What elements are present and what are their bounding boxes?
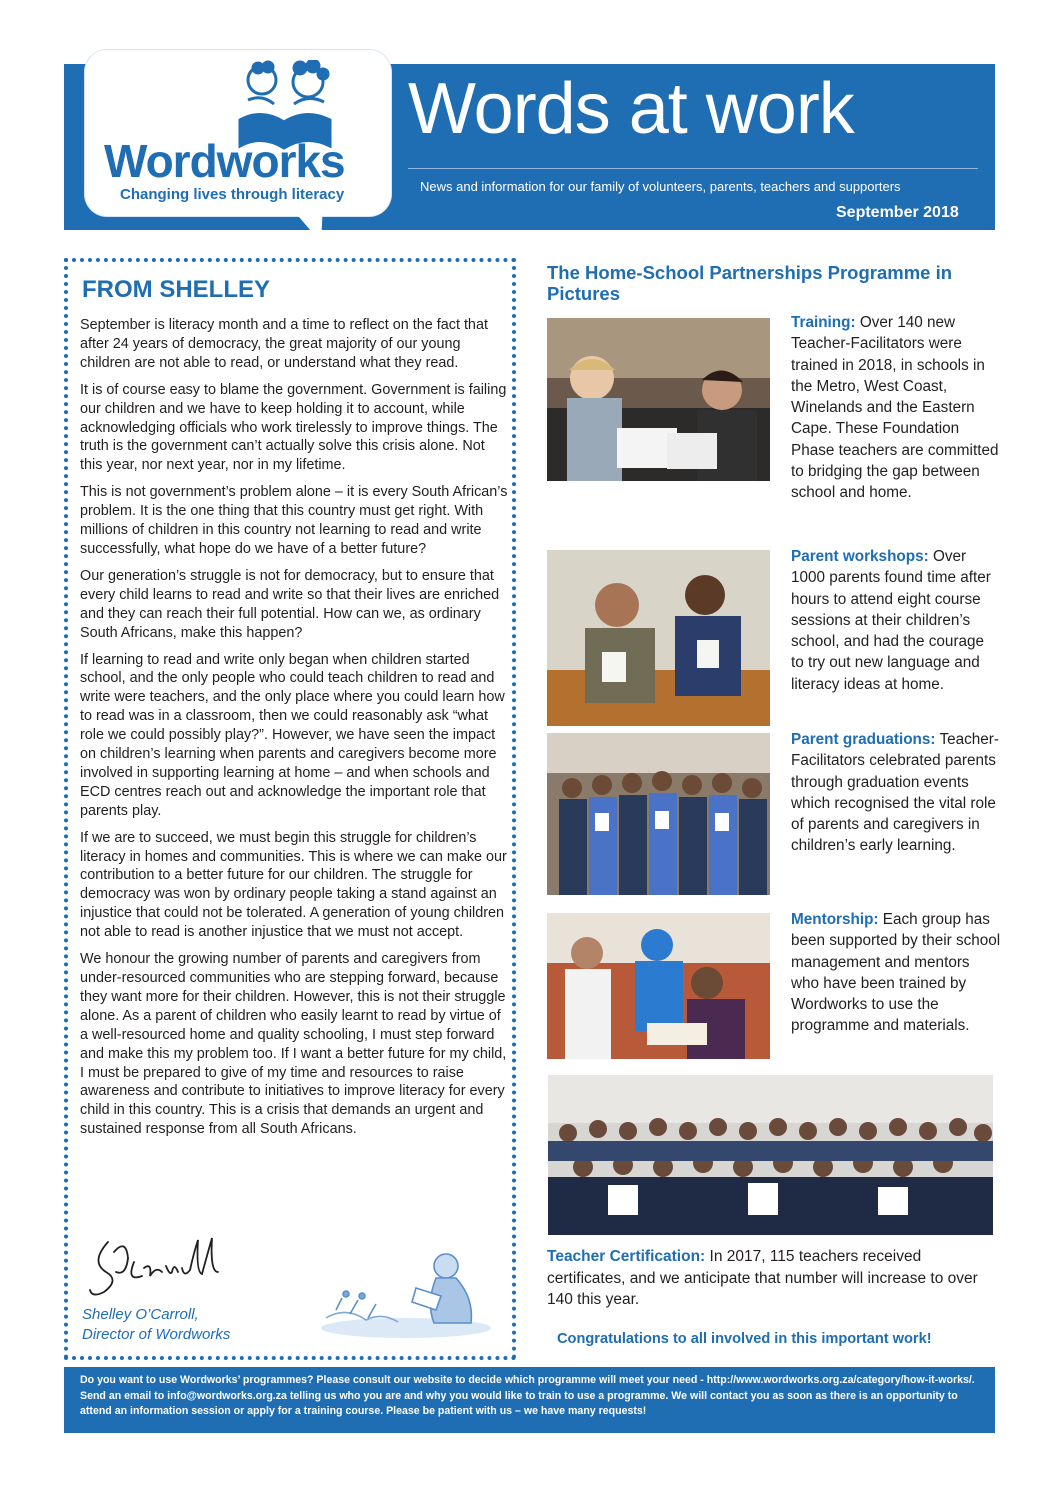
letter-paragraph: Our generation’s struggle is not for democracy, but to ensure that every child learns to read and write so that their lives are enriched and they can reach their full potential. How can we, as ordinary South Africans, make this happen? xyxy=(80,567,500,641)
training-caption: Training: Over 140 new Teacher-Facilitators were trained in 2018, in schools in the Metro, West Coast, Winelands and the Eastern Cape. These Foundation Phase teachers are committed to bridging the gap between school and home. xyxy=(791,314,999,502)
signatory-title: Director of Wordworks xyxy=(82,1326,231,1343)
letter-paragraph: It is of course easy to blame the government. Government is failing our children and we have to keep holding it to account, while acknowledging officials who work tirelessly to improve things. The truth is the government can’t actually solve this crisis alone. Not this year, nor next year, nor in my lifetime. xyxy=(80,381,507,474)
teacher-certification-caption: Teacher Certification: In 2017, 115 teachers received certificates, and we anticipate that number will increase to over 140 this year. xyxy=(547,1248,978,1308)
signatory-name: Shelley O’Carroll, xyxy=(82,1306,199,1323)
masthead-divider xyxy=(408,168,978,169)
parent-workshop-photo xyxy=(547,550,770,726)
letter-paragraph: This is not government’s problem alone – it is every South African’s problem. It is the one thing that this country must get right. With millions of children in this country not learning to read and write successfully, what hope do we have of a better future? xyxy=(80,484,508,557)
logo-tagline: Changing lives through literacy xyxy=(120,186,345,203)
parent-workshops-caption: Parent workshops: Over 1000 parents found time after hours to attend eight course sessions at their children’s school, and had the courage to try out new language and literacy ideas at home. xyxy=(791,548,991,693)
letter-title: FROM SHELLEY xyxy=(82,276,271,303)
logo-wordmark: Wordworks xyxy=(104,135,345,187)
handwritten-signature xyxy=(86,1232,236,1302)
mentorship-photo xyxy=(547,913,770,1059)
letter-paragraph: If learning to read and write only began when children started school, and the only people who could teach children to read and write were teachers, and the only place where you could learn how to read was in a classroom, then we could reasonably ask “what role we could possibly play?”. However, we have seen the impact on children’s learning when parents and caregivers become more involved in supporting learning at home – and when schools and ECD centres reach out and acknowledge the important role that parents play. xyxy=(80,651,505,819)
newsletter-masthead: Words at work xyxy=(408,69,854,149)
letter-paragraph: If we are to succeed, we must begin this struggle for children’s literacy in homes and communities. This is where we can make our contribution to a better future for our children. The struggle for democracy was won by ordinary people taking a stand against an injustice that could not be tolerated. A generation of young children not able to read is another injustice that we must not accept. xyxy=(80,829,507,941)
training-photo xyxy=(547,318,770,481)
signatory xyxy=(82,1305,230,1345)
mentorship-caption: Mentorship: Each group has been supported by their school management and mentors who have been trained by Wordworks to use the programme and materials. xyxy=(791,911,1001,1035)
parent-graduation-photo xyxy=(547,733,770,895)
congratulations-line: Congratulations to all involved in this important work! xyxy=(557,1331,932,1347)
letter-paragraph: We honour the growing number of parents and caregivers from under-resourced communities who are stepping forward, because they want more for their children. However, this is not their struggle alone. As a parent of children who easily learnt to read by virtue of a well-resourced home and quality schooling, I must step forward and make this my problem too. If I want a better future for my child, I must be prepared to give of my time and resources to raise awareness and contribute to initiatives to improve literacy for every child in this country. This is a crisis that demands an urgent and sustained response from all South Africans. xyxy=(80,951,507,1138)
pictures-section-title: The Home-School Partnerships Programme in Pictures xyxy=(547,262,953,304)
footer-info-text: Do you want to use Wordworks’ programmes? Please consult our website to decide which programme will meet your need - http://www.wordworks.org.za/category/how-it-works/. Send an email to info@wordworks.org.za telling us who you are and why you would like to train to use a programme. We will contact you as soon as there is an opportunity to attend an information session or apply for a training course. Please be patient with us – we have many requests! xyxy=(80,1374,975,1417)
letter-paragraph: September is literacy month and a time to reflect on the fact that after 24 years of democracy, the great majority of our young children are not able to read, or understand what they read. xyxy=(80,317,488,371)
teacher-certification-group-photo xyxy=(548,1075,993,1235)
issue-date: September 2018 xyxy=(836,204,959,221)
child-reading-illustration xyxy=(306,1248,506,1343)
letter-body xyxy=(80,316,510,1147)
parent-graduations-caption: Parent graduations: Teacher-Facilitators celebrated parents through graduation events which recognised the vital role of parents and caregivers in children’s early learning. xyxy=(791,731,999,855)
masthead-tagline: News and information for our family of volunteers, parents, teachers and supporters xyxy=(420,179,901,194)
